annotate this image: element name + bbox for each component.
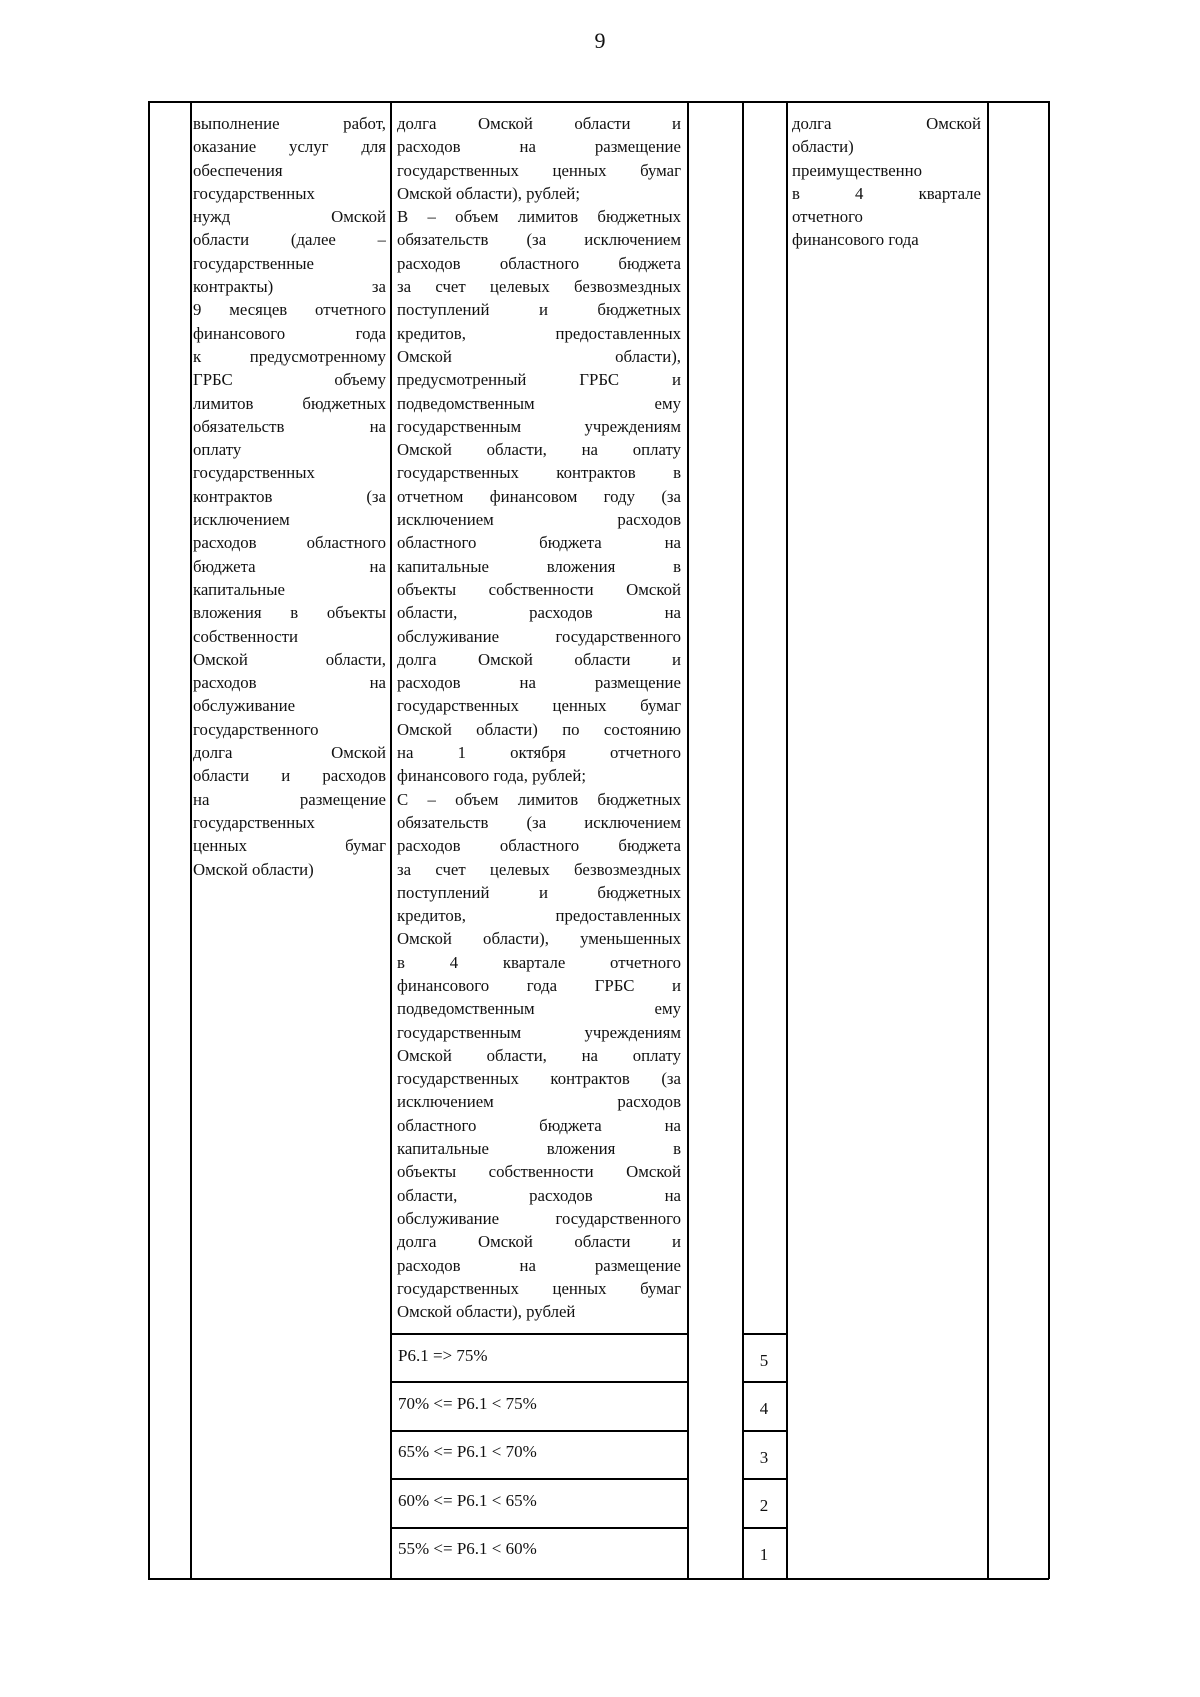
description-line: государственных [193,463,315,483]
note-line: отчетного [792,207,863,227]
formula-line: на 1 октября отчетного [397,743,681,763]
formula-line: кредитов, предоставленных [397,906,681,926]
criteria-row-line [742,1333,787,1335]
description-line: выполнение работ, [193,114,386,133]
description-line: лимитов бюджетных [193,393,386,413]
formula-line: расходов на размещение [397,1255,681,1275]
formula-line: расходов областного бюджета [397,836,681,856]
formula-line: Омской области), рублей; [397,183,581,203]
criteria-row-line [390,1478,688,1480]
description-line: оплату [193,440,242,460]
description-line: государственного [193,719,319,739]
formula-line: поступлений и бюджетных [397,300,681,320]
description-line: государственных [193,183,315,203]
formula-line: расходов на размещение [397,137,681,157]
formula-line: государственным учреждениям [397,1022,681,1042]
formula-line: В – объем лимитов бюджетных [397,207,681,227]
description-line: к предусмотренному [193,346,386,366]
criterion-condition: 60% <= P6.1 < 65% [398,1491,537,1510]
formula-line: подведомственным ему [397,999,681,1019]
formula-line: Омской области), [397,346,681,366]
formula-line: обязательств (за исключением [397,812,681,832]
description-line: области (далее – [193,230,386,250]
criteria-row-line [390,1333,688,1335]
criteria-row-line [742,1381,787,1383]
formula-line: С – объем лимитов бюджетных [397,789,681,809]
formula-line: исключением расходов [397,1092,681,1112]
table-bottom-border [148,1578,1049,1580]
formula-line: капитальные вложения в [397,556,681,576]
description-line: вложения в объекты [193,603,386,623]
formula-description-cell [397,112,681,1323]
formula-line: за счет целевых безвозмездных [397,277,681,297]
formula-line: объекты собственности Омской [397,1162,681,1182]
page-number: 9 [594,28,606,53]
note-line: преимущественно [792,160,923,180]
table-col-line [390,101,392,1579]
criteria-row-line [390,1430,688,1432]
formula-line: расходов областного бюджета [397,253,681,273]
description-line: расходов на [193,673,386,693]
formula-line: предусмотренный ГРБС и [397,370,681,390]
formula-line: обязательств (за исключением [397,230,681,250]
criteria-row-line [390,1381,688,1383]
formula-line: долга Омской области и [397,114,681,133]
table-top-border [148,101,1049,103]
indicator-description-cell [193,112,386,881]
description-line: Омской области, [193,649,386,669]
description-line: 9 месяцев отчетного [193,300,386,320]
formula-line: Омской области), уменьшенных [397,929,681,949]
formula-line: поступлений и бюджетных [397,882,681,902]
formula-line: финансового года ГРБС и [397,975,681,995]
criterion-score: 2 [759,1496,769,1515]
note-line: в 4 квартале [792,183,981,203]
formula-line: государственных ценных бумаг [397,696,681,716]
description-line: обязательств на [193,416,386,436]
table-col-line [987,101,989,1579]
criterion-condition: P6.1 => 75% [398,1346,488,1365]
description-line: контракты) за [193,277,386,297]
formula-line: объекты собственности Омской [397,579,681,599]
description-line: нужд Омской [193,207,386,227]
formula-line: долга Омской области и [397,649,681,669]
formula-line: области, расходов на [397,603,681,623]
description-line: обслуживание [193,696,296,716]
description-line: ценных бумаг [193,836,386,856]
note-line: финансового года [792,230,919,250]
formula-line: области, расходов на [397,1185,681,1205]
description-line: капитальные [193,579,285,599]
formula-line: отчетном финансовом году (за [397,486,681,506]
formula-line: государственных контрактов (за [397,1069,681,1089]
table-col-line [1048,101,1050,1579]
criterion-condition: 70% <= P6.1 < 75% [398,1394,537,1413]
note-cell [792,112,981,252]
description-line: контрактов (за [193,486,386,506]
formula-line: Омской области, на оплату [397,1045,681,1065]
formula-line: Омской области) по состоянию [397,719,681,739]
description-line: Омской области) [193,859,314,879]
formula-line: областного бюджета на [397,533,681,553]
note-line: области) [792,137,854,157]
formula-line: кредитов, предоставленных [397,323,681,343]
formula-line: областного бюджета на [397,1115,681,1135]
formula-line: обслуживание государственного [397,626,681,646]
formula-line: Омской области, на оплату [397,440,681,460]
table-col-line [786,101,788,1579]
formula-line: расходов на размещение [397,673,681,693]
formula-line: государственных ценных бумаг [397,1278,681,1298]
criterion-score: 4 [759,1399,769,1418]
criterion-score: 5 [759,1351,769,1370]
formula-line: исключением расходов [397,510,681,530]
description-line: на размещение [193,789,386,809]
criteria-row-line [742,1478,787,1480]
criteria-row-line [390,1527,688,1529]
description-line: государственные [193,253,314,273]
description-line: ГРБС объему [193,370,386,390]
formula-line: государственным учреждениям [397,416,681,436]
formula-line: за счет целевых безвозмездных [397,859,681,879]
formula-line: государственных ценных бумаг [397,160,681,180]
criterion-condition: 65% <= P6.1 < 70% [398,1442,537,1461]
description-line: собственности [193,626,298,646]
description-line: государственных [193,812,315,832]
table-col-line [148,101,150,1579]
formula-line: долга Омской области и [397,1232,681,1252]
description-line: оказание услуг для [193,137,386,157]
formula-line: в 4 квартале отчетного [397,952,681,972]
formula-line: финансового года, рублей; [397,766,587,786]
description-line: области и расходов [193,766,386,786]
criterion-condition: 55% <= P6.1 < 60% [398,1539,537,1558]
description-line: исключением [193,510,290,530]
formula-line: капитальные вложения в [397,1139,681,1159]
description-line: бюджета на [193,556,386,576]
description-line: обеспечения [193,160,283,180]
formula-line: обслуживание государственного [397,1208,681,1228]
note-line: долга Омской [792,114,981,133]
table-col-line [687,101,689,1579]
formula-line: подведомственным ему [397,393,681,413]
table-col-line [190,101,192,1579]
description-line: расходов областного [193,533,386,553]
criterion-score: 1 [759,1545,769,1564]
criteria-row-line [742,1430,787,1432]
formula-line: государственных контрактов в [397,463,681,483]
criteria-row-line [742,1527,787,1529]
formula-line: Омской области), рублей [397,1302,576,1322]
criterion-score: 3 [759,1448,769,1467]
description-line: долга Омской [193,743,386,763]
description-line: финансового года [193,323,386,343]
